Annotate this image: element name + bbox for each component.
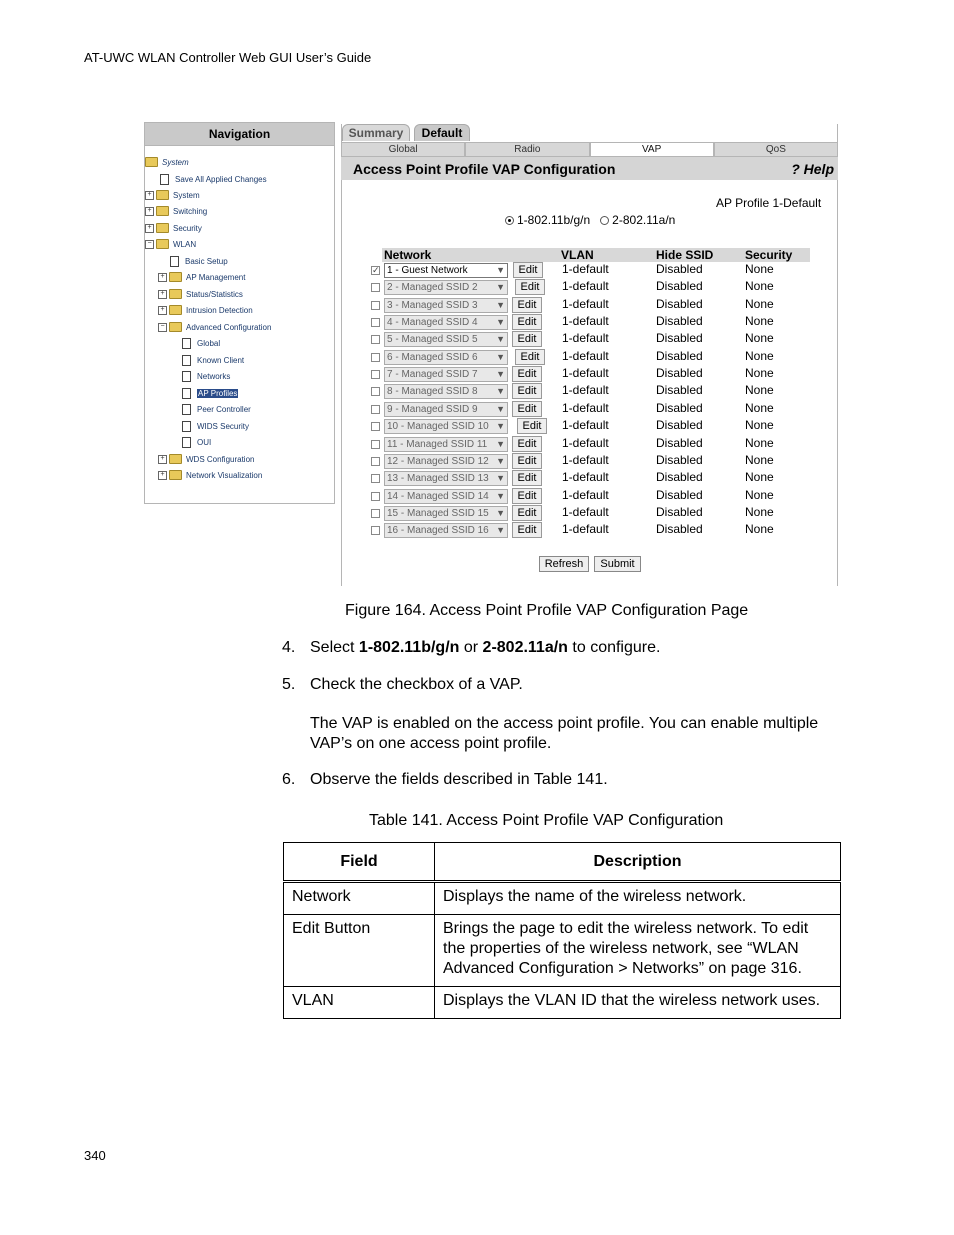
step-4-text: [310, 639, 660, 657]
chevron-down-icon: ▼: [496, 455, 505, 466]
description-cell: Displays the VLAN ID that the wireless network uses.: [435, 987, 841, 1019]
chevron-down-icon: ▼: [496, 490, 505, 501]
nav-item-basic-setup[interactable]: [170, 256, 228, 267]
description-header: Description: [435, 843, 841, 882]
vap-row: [371, 401, 811, 418]
field-cell: Network: [284, 882, 435, 915]
network-value: 9 - Managed SSID 9: [387, 403, 478, 415]
nav-item-label: Intrusion Detection: [186, 305, 253, 315]
chevron-down-icon: ▼: [496, 317, 505, 328]
vap-enable-checkbox[interactable]: [371, 526, 380, 535]
network-select[interactable]: [384, 367, 508, 382]
network-select[interactable]: [384, 280, 508, 295]
step-5-number: 5.: [282, 676, 296, 693]
nav-item-label: Global: [197, 339, 221, 348]
nav-item-system[interactable]: [145, 190, 200, 200]
vap-row: [371, 383, 811, 400]
nav-item-networks[interactable]: [182, 371, 230, 382]
folder-icon: [169, 454, 182, 464]
step-4: [282, 639, 842, 659]
edit-button[interactable]: Edit: [515, 349, 545, 365]
vap-enable-checkbox[interactable]: [371, 370, 380, 379]
network-select[interactable]: [384, 332, 508, 347]
security-cell: None: [745, 418, 774, 433]
page-icon: [182, 371, 191, 382]
network-value: 5 - Managed SSID 5: [387, 334, 478, 346]
nav-item-label: WDS Configuration: [186, 454, 255, 464]
security-cell: None: [745, 296, 774, 311]
folder-icon: [169, 289, 182, 299]
chevron-down-icon: ▼: [496, 334, 505, 345]
network-value: 8 - Managed SSID 8: [387, 386, 478, 398]
nav-item-label: Known Client: [197, 356, 245, 365]
vap-row: [371, 314, 811, 331]
chevron-down-icon: ▼: [496, 507, 505, 518]
security-cell: None: [745, 522, 774, 537]
nav-item-label: Security: [173, 223, 202, 233]
vap-enable-checkbox[interactable]: [371, 335, 380, 344]
nav-item-switching[interactable]: [145, 206, 207, 216]
subtab-bar: [341, 142, 838, 157]
chevron-down-icon: ▼: [496, 265, 505, 275]
vap-row: [371, 488, 811, 505]
security-cell: None: [745, 279, 774, 294]
nav-item-label: Networks: [197, 372, 231, 381]
vap-enable-checkbox[interactable]: [371, 387, 380, 396]
step-5: [282, 676, 842, 696]
vlan-cell: 1-default: [562, 452, 609, 467]
collapse-icon[interactable]: −: [158, 323, 167, 332]
folder-icon: [156, 223, 169, 233]
edit-button[interactable]: Edit: [512, 453, 542, 469]
vap-enable-checkbox[interactable]: [371, 457, 380, 466]
header-vlan: VLAN: [561, 248, 594, 262]
chevron-down-icon: ▼: [496, 369, 505, 380]
network-select[interactable]: [384, 384, 508, 399]
figure-caption: Figure 164. Access Point Profile VAP Configuration Page: [345, 602, 749, 619]
nav-item-save-all-applied-changes[interactable]: [160, 174, 267, 185]
network-select[interactable]: [384, 419, 508, 434]
security-cell: None: [745, 470, 774, 485]
table-row: [284, 915, 841, 987]
page-icon: [182, 421, 191, 432]
network-select[interactable]: [384, 298, 508, 313]
tab-default[interactable]: Default: [414, 124, 470, 141]
hide-ssid-cell: Disabled: [656, 435, 703, 450]
nav-item-label: WLAN: [173, 239, 197, 249]
vap-row: [371, 297, 811, 314]
vlan-cell: 1-default: [562, 383, 609, 398]
vlan-cell: 1-default: [562, 504, 609, 519]
vap-enable-checkbox[interactable]: [371, 492, 380, 501]
expand-icon[interactable]: +: [145, 224, 154, 233]
nav-item-ap-management[interactable]: [158, 272, 245, 282]
chevron-down-icon: ▼: [496, 421, 505, 432]
security-cell: None: [745, 504, 774, 519]
folder-icon: [156, 239, 169, 249]
step-4-number: 4.: [282, 639, 296, 656]
subtab-radio[interactable]: Radio: [465, 142, 589, 157]
security-cell: None: [745, 331, 774, 346]
nav-item-advanced-configuration[interactable]: [158, 322, 271, 332]
vap-row: [371, 279, 811, 296]
vlan-cell: 1-default: [562, 366, 609, 381]
security-cell: None: [745, 487, 774, 502]
hide-ssid-cell: Disabled: [656, 348, 703, 363]
radio-group: [505, 213, 675, 227]
nav-item-label: AP Profiles: [198, 389, 238, 398]
nav-item-label: System: [173, 190, 200, 200]
folder-icon: [169, 470, 182, 480]
nav-item-wds-configuration[interactable]: [158, 454, 254, 464]
network-select[interactable]: [384, 454, 508, 469]
field-cell: VLAN: [284, 987, 435, 1019]
chevron-down-icon: ▼: [496, 438, 505, 449]
refresh-button[interactable]: Refresh: [539, 556, 589, 572]
field-table-header-row: [284, 843, 841, 882]
field-header: Field: [284, 843, 435, 882]
security-cell: None: [745, 383, 774, 398]
nav-item-status-statistics[interactable]: [158, 289, 243, 299]
hide-ssid-cell: Disabled: [656, 366, 703, 381]
step-5-paragraph: The VAP is enabled on the access point profile. You can enable multiple VAP’s on one access point profile.: [310, 715, 819, 752]
expand-icon[interactable]: +: [158, 273, 167, 282]
header-network: Network: [384, 248, 432, 262]
nav-item-label: Network Visualization: [186, 470, 263, 480]
network-value: 13 - Managed SSID 13: [387, 473, 489, 485]
edit-button[interactable]: Edit: [512, 314, 542, 330]
vap-enable-checkbox[interactable]: [371, 440, 380, 449]
step-4-post: to configure.: [567, 639, 661, 656]
expand-icon[interactable]: +: [158, 306, 167, 315]
vap-enable-checkbox[interactable]: [371, 283, 380, 292]
network-value: 10 - Managed SSID 10: [387, 421, 489, 433]
edit-button[interactable]: Edit: [517, 418, 547, 434]
panel-titlebar: [341, 157, 838, 180]
edit-button[interactable]: Edit: [512, 331, 542, 347]
page-header: AT-UWC WLAN Controller Web GUI User’s Guide: [84, 50, 372, 65]
hide-ssid-cell: Disabled: [656, 400, 703, 415]
security-cell: None: [745, 452, 774, 467]
ap-profile-label: AP Profile 1-Default: [716, 196, 822, 210]
network-select[interactable]: [384, 506, 508, 521]
folder-icon: [156, 190, 169, 200]
nav-item-label: Basic Setup: [185, 257, 228, 266]
folder-icon: [145, 157, 158, 167]
vlan-cell: 1-default: [562, 470, 609, 485]
network-select[interactable]: [384, 263, 508, 278]
chevron-down-icon: ▼: [496, 282, 505, 293]
nav-item-intrusion-detection[interactable]: [158, 305, 253, 315]
edit-button[interactable]: Edit: [512, 522, 542, 538]
nav-item-oui[interactable]: [182, 437, 211, 448]
security-cell: None: [745, 348, 774, 363]
nav-item-label: AP Management: [186, 272, 246, 282]
expand-icon[interactable]: +: [158, 290, 167, 299]
network-value: 1 - Guest Network: [387, 265, 468, 276]
folder-icon: [169, 305, 182, 315]
vap-row: [371, 366, 811, 383]
network-select[interactable]: [384, 350, 508, 365]
hide-ssid-cell: Disabled: [656, 452, 703, 467]
page-icon: [182, 388, 191, 399]
security-cell: None: [745, 400, 774, 415]
network-select[interactable]: [384, 402, 508, 417]
collapse-icon[interactable]: −: [145, 240, 154, 249]
step-6: [282, 771, 842, 791]
network-select[interactable]: [384, 523, 508, 538]
chevron-down-icon: ▼: [496, 403, 505, 414]
nav-item-label: Save All Applied Changes: [175, 175, 267, 184]
vlan-cell: 1-default: [562, 279, 609, 294]
vlan-cell: 1-default: [562, 348, 609, 363]
chevron-down-icon: ▼: [496, 525, 505, 536]
nav-item-network-visualization[interactable]: [158, 470, 262, 480]
folder-icon: [169, 322, 182, 332]
page-icon: [182, 355, 191, 366]
chevron-down-icon: ▼: [496, 351, 505, 362]
vap-row: [371, 505, 811, 522]
tab-summary[interactable]: Summary: [342, 124, 410, 141]
table-caption: Table 141. Access Point Profile VAP Configuration: [369, 812, 724, 829]
security-cell: None: [745, 262, 774, 276]
help-link[interactable]: ? Help: [791, 161, 834, 177]
vlan-cell: 1-default: [562, 400, 609, 415]
vap-enable-checkbox[interactable]: ✓: [372, 265, 380, 275]
nav-item-label: System: [162, 157, 189, 167]
expand-icon[interactable]: +: [158, 471, 167, 480]
nav-item-label: Advanced Configuration: [186, 322, 272, 332]
table-row: [284, 882, 841, 915]
folder-icon: [169, 272, 182, 282]
vap-enable-checkbox[interactable]: [371, 405, 380, 414]
vlan-cell: 1-default: [562, 522, 609, 537]
table-row: [284, 987, 841, 1019]
subtab-qos[interactable]: QoS: [714, 142, 838, 157]
page-number: 340: [84, 1148, 106, 1163]
vlan-cell: 1-default: [562, 314, 609, 329]
vlan-cell: 1-default: [562, 262, 609, 276]
security-cell: None: [745, 435, 774, 450]
vap-row: [371, 436, 811, 453]
hide-ssid-cell: Disabled: [656, 470, 703, 485]
vap-row: [371, 418, 811, 435]
chevron-down-icon: ▼: [496, 386, 505, 397]
step-4-option-1: 1-802.11b/g/n: [358, 639, 460, 656]
edit-button[interactable]: Edit: [512, 401, 542, 417]
vlan-cell: 1-default: [562, 296, 609, 311]
edit-button[interactable]: Edit: [515, 279, 545, 295]
radio-2-label: 2-802.11a/n: [612, 213, 676, 227]
navigation-title: Navigation: [145, 123, 334, 146]
step-6-text: Observe the fields described in Table 141.: [310, 771, 608, 788]
edit-button[interactable]: Edit: [512, 488, 542, 504]
vlan-cell: 1-default: [562, 487, 609, 502]
step-5-text: Check the checkbox of a VAP.: [310, 676, 523, 693]
network-value: 7 - Managed SSID 7: [387, 369, 478, 381]
network-value: 3 - Managed SSID 3: [387, 299, 478, 311]
network-select[interactable]: [384, 437, 508, 452]
edit-button[interactable]: Edit: [513, 262, 543, 278]
field-description-table: [283, 842, 841, 1019]
header-hide-ssid: Hide SSID: [656, 248, 714, 262]
nav-item-wids-security[interactable]: [182, 421, 249, 432]
edit-button[interactable]: Edit: [512, 366, 542, 382]
network-value: 11 - Managed SSID 11: [387, 438, 488, 450]
vap-row: [371, 331, 811, 348]
nav-item-security[interactable]: [145, 223, 202, 233]
expand-icon[interactable]: +: [145, 191, 154, 200]
edit-button[interactable]: Edit: [512, 505, 542, 521]
vlan-cell: 1-default: [562, 418, 609, 433]
vap-enable-checkbox[interactable]: [371, 301, 380, 310]
chevron-down-icon: ▼: [496, 299, 505, 310]
hide-ssid-cell: Disabled: [656, 279, 703, 294]
vap-row: [371, 453, 811, 470]
nav-item-label: Status/Statistics: [186, 289, 243, 299]
expand-icon[interactable]: +: [145, 207, 154, 216]
network-value: 2 - Managed SSID 2: [387, 282, 478, 294]
nav-item-ap-profiles[interactable]: [182, 388, 238, 399]
network-select[interactable]: [384, 489, 508, 504]
vlan-cell: 1-default: [562, 435, 609, 450]
hide-ssid-cell: Disabled: [656, 504, 703, 519]
security-cell: None: [745, 314, 774, 329]
page-icon: [182, 404, 191, 415]
folder-icon: [156, 206, 169, 216]
security-cell: None: [745, 366, 774, 381]
network-value: 16 - Managed SSID 16: [387, 525, 489, 537]
radio-2-button[interactable]: [600, 216, 609, 225]
vap-row: [371, 349, 811, 366]
edit-button[interactable]: Edit: [512, 383, 542, 399]
nav-item-label: Switching: [173, 206, 208, 216]
nav-item-peer-controller[interactable]: [182, 404, 251, 415]
chevron-down-icon: ▼: [496, 473, 505, 484]
vap-enable-checkbox[interactable]: [371, 474, 380, 483]
nav-item-label: Peer Controller: [197, 405, 251, 414]
vap-table-header: [382, 248, 810, 262]
page-icon: [182, 338, 191, 349]
page-icon: [182, 437, 191, 448]
vlan-cell: 1-default: [562, 331, 609, 346]
radio-1-button[interactable]: [505, 216, 514, 225]
vap-row: [371, 262, 811, 279]
description-cell: Brings the page to edit the wireless network. To edit the properties of the wireless network, see “WLAN Advanced Configuration > Networks” on page 316.: [435, 915, 841, 987]
expand-icon[interactable]: +: [158, 455, 167, 464]
network-value: 14 - Managed SSID 14: [387, 490, 489, 502]
submit-button[interactable]: Submit: [594, 556, 641, 572]
hide-ssid-cell: Disabled: [656, 383, 703, 398]
step-4-option-2: 2-802.11a/n: [482, 639, 568, 656]
nav-item-system[interactable]: [145, 157, 189, 167]
network-select[interactable]: [384, 315, 508, 330]
panel-title: Access Point Profile VAP Configuration: [353, 161, 616, 177]
subtab-global[interactable]: Global: [341, 142, 465, 157]
nav-item-known-client[interactable]: [182, 355, 244, 366]
network-value: 4 - Managed SSID 4: [387, 317, 478, 329]
page-icon: [170, 256, 179, 267]
vap-row: [371, 522, 811, 539]
header-security: Security: [745, 248, 793, 262]
hide-ssid-cell: Disabled: [656, 262, 703, 276]
step-6-number: 6.: [282, 771, 296, 788]
network-value: 15 - Managed SSID 15: [387, 507, 489, 519]
vap-enable-checkbox[interactable]: [371, 509, 380, 518]
edit-button[interactable]: Edit: [512, 470, 542, 486]
nav-item-label: WIDS Security: [197, 422, 250, 431]
radio-1-label: 1-802.11b/g/n: [517, 213, 591, 227]
network-select[interactable]: [384, 471, 508, 486]
hide-ssid-cell: Disabled: [656, 418, 703, 433]
field-cell: Edit Button: [284, 915, 435, 987]
hide-ssid-cell: Disabled: [656, 331, 703, 346]
nav-item-label: OUI: [197, 438, 212, 447]
subtab-vap[interactable]: VAP: [590, 142, 714, 157]
hide-ssid-cell: Disabled: [656, 296, 703, 311]
description-cell: Displays the name of the wireless network.: [435, 882, 841, 915]
network-value: 12 - Managed SSID 12: [387, 455, 489, 467]
page-icon: [160, 174, 169, 185]
vap-row: [371, 470, 811, 487]
hide-ssid-cell: Disabled: [656, 314, 703, 329]
nav-item-wlan[interactable]: [145, 239, 196, 249]
network-value: 6 - Managed SSID 6: [387, 351, 478, 363]
hide-ssid-cell: Disabled: [656, 487, 703, 502]
edit-button[interactable]: Edit: [512, 297, 542, 313]
vap-enable-checkbox[interactable]: [371, 318, 380, 327]
step-4-mid: or: [459, 639, 483, 656]
edit-button[interactable]: Edit: [512, 436, 542, 452]
vap-enable-checkbox[interactable]: [371, 353, 380, 362]
step-4-pre: Select: [310, 639, 359, 656]
vap-enable-checkbox[interactable]: [371, 422, 380, 431]
hide-ssid-cell: Disabled: [656, 522, 703, 537]
nav-item-global[interactable]: [182, 338, 220, 349]
